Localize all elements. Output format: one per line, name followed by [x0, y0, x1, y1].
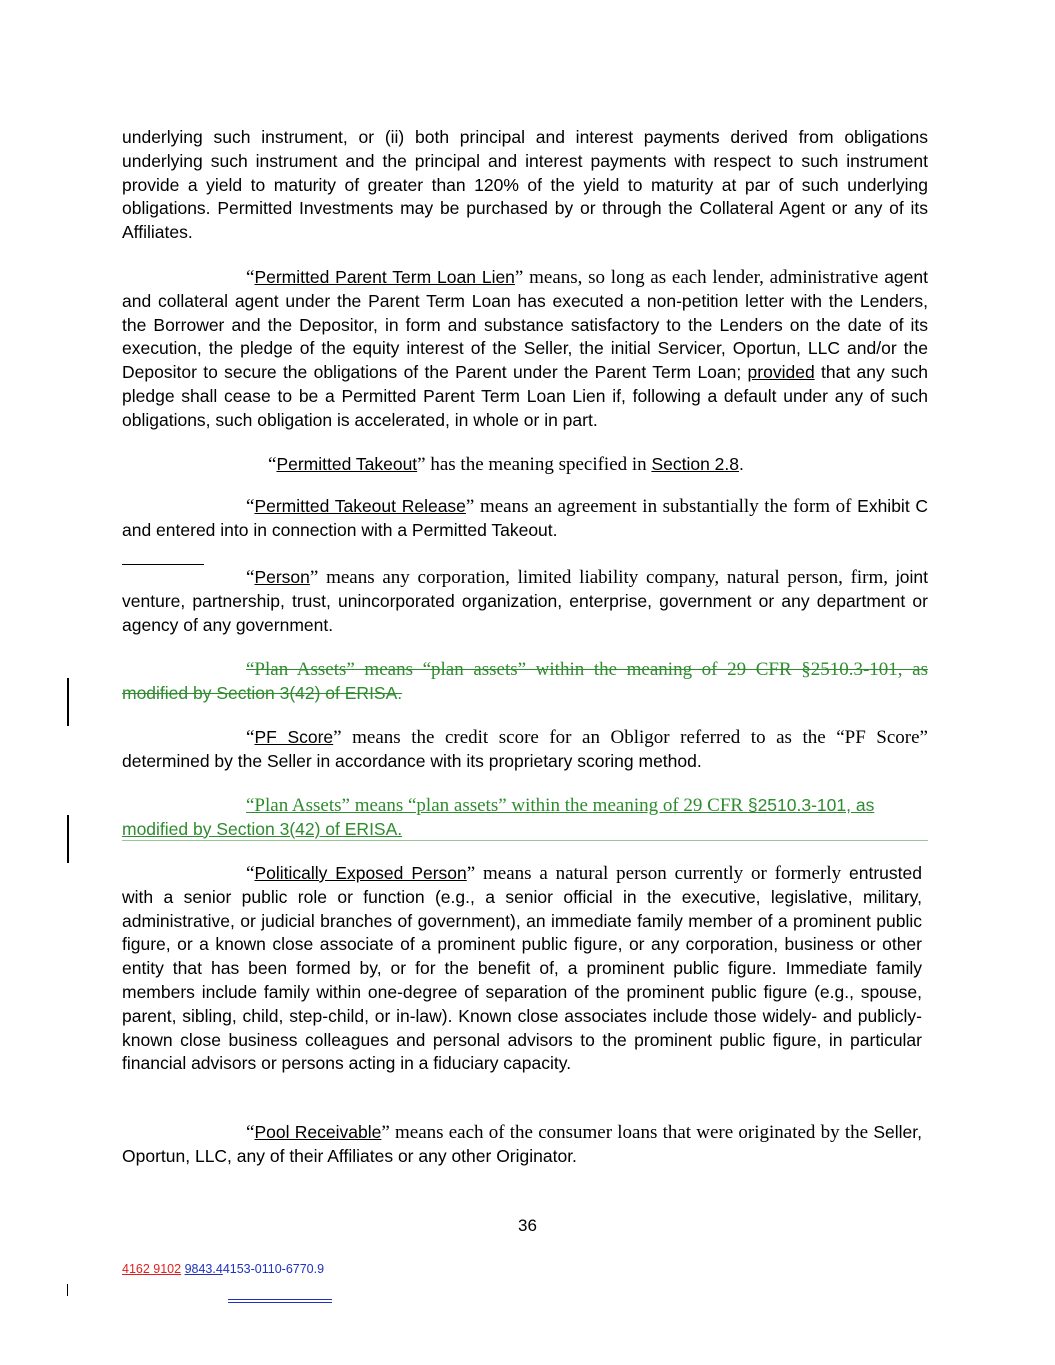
defined-term: Pool Receivable [254, 1122, 382, 1142]
deleted-doc-id: 4162 9102 [122, 1262, 182, 1276]
deleted-definition-plan-assets: “Plan Assets” means “plan assets” within the meaning of 29 CFR §2510.3-101, as modified by Section 3(42) of ERISA. [122, 659, 928, 703]
defined-term: Permitted Parent Term Loan Lien [254, 267, 515, 287]
inserted-doc-id: 9843.4 [184, 1262, 223, 1276]
change-bar [67, 815, 69, 863]
defined-term: Permitted Takeout Release [254, 496, 466, 516]
defined-term: Person [254, 567, 310, 587]
provided-keyword: provided [747, 362, 815, 383]
definition-pool-receivable: “Pool Receivable” means each of the consumer loans that were originated by the Seller, Oportun, LLC, any of their Affiliates or any other Originator. [122, 1122, 923, 1166]
definition-pf-score: “PF Score” means the credit score for an Obligor referred to as the “PF Score” determined by the Seller in accordance with its proprietary scoring method. [122, 727, 928, 771]
defined-term: Permitted Takeout [276, 454, 418, 474]
defined-term: Politically Exposed Person [254, 863, 467, 883]
definition-permitted-takeout-release: “Permitted Takeout Release” means an agreement in substantially the form of Exhibit C and entered into in connection with a Permitted Takeout. [122, 496, 929, 540]
document-id-footer [122, 1262, 324, 1276]
definition-politically-exposed-person: “Politically Exposed Person” means a natural person currently or formerly entrusted with a senior public role or function (e.g., a senior official in the executive, legislative, military, administrative, or judicial branches of government), an immediate family member of a prominent public figure, or a known close associate of a prominent public figure, or any corporation, business or other entity that has been formed by, or for the benefit of, a prominent public figure. Immediate family members include family within one-degree of separation of the prominent public figure (e.g., spouse, parent, sibling, child, step-child, or in-law). Known close associates include those widely- and publicly-known close business colleagues and personal advisors to the prominent public figure, in particular financial advisors or persons acting in a fiduciary capacity. [122, 863, 922, 1074]
footer-double-rule-bottom [228, 1302, 332, 1303]
section-reference: Section 2.8 [651, 454, 739, 474]
footer-double-rule-top [228, 1299, 332, 1300]
change-bar [67, 1284, 68, 1296]
definition-person: “Person” means any corporation, limited liability company, natural person, firm, joint venture, partnership, trust, unincorporated organization, enterprise, government or any department or agency of any government. [122, 567, 928, 635]
defined-term: PF Score [254, 727, 334, 747]
page-number: 36 [518, 1216, 537, 1235]
doc-id: 4153-0110-6770.9 [222, 1262, 325, 1276]
inserted-definition-plan-assets: “Plan Assets” means “plan assets” within the meaning of 29 CFR §2510.3-101, as modified by Section 3(42) of ERISA. [122, 795, 875, 839]
definition-permitted-takeout: “Permitted Takeout” has the meaning specified in Section 2.8. [268, 454, 744, 475]
separator-rule [122, 564, 204, 565]
change-bar [67, 678, 69, 726]
insertion-underline-rule [122, 840, 928, 841]
definition-permitted-parent-term-loan-lien: “Permitted Parent Term Loan Lien” means, so long as each lender, administrative agent and collateral agent under the Parent Term Loan has executed a non-petition letter with the Lenders, the Borrower and the Depositor, in form and substance satisfactory to the Lenders on the date of its execution, the pledge of the equity interest of the Seller, the initial Servicer, Oportun, LLC and/or the Depositor to secure the obligations of the Parent under the Parent Term Loan; provided that any such pledge shall cease to be a Permitted Parent Term Loan Lien if, following a default under any of such obligations, such obligation is accelerated, in whole or in part. [122, 267, 928, 430]
paragraph-permitted-investments-continued: underlying such instrument, or (ii) both principal and interest payments derived from obligations underlying such instrument and the principal and interest payments with respect to such instrument provide a yield to maturity of greater than 120% of the yield to maturity at par of such underlying obligations. Permitted Investments may be purchased by or through the Collateral Agent or any of its Affiliates. [122, 127, 928, 243]
